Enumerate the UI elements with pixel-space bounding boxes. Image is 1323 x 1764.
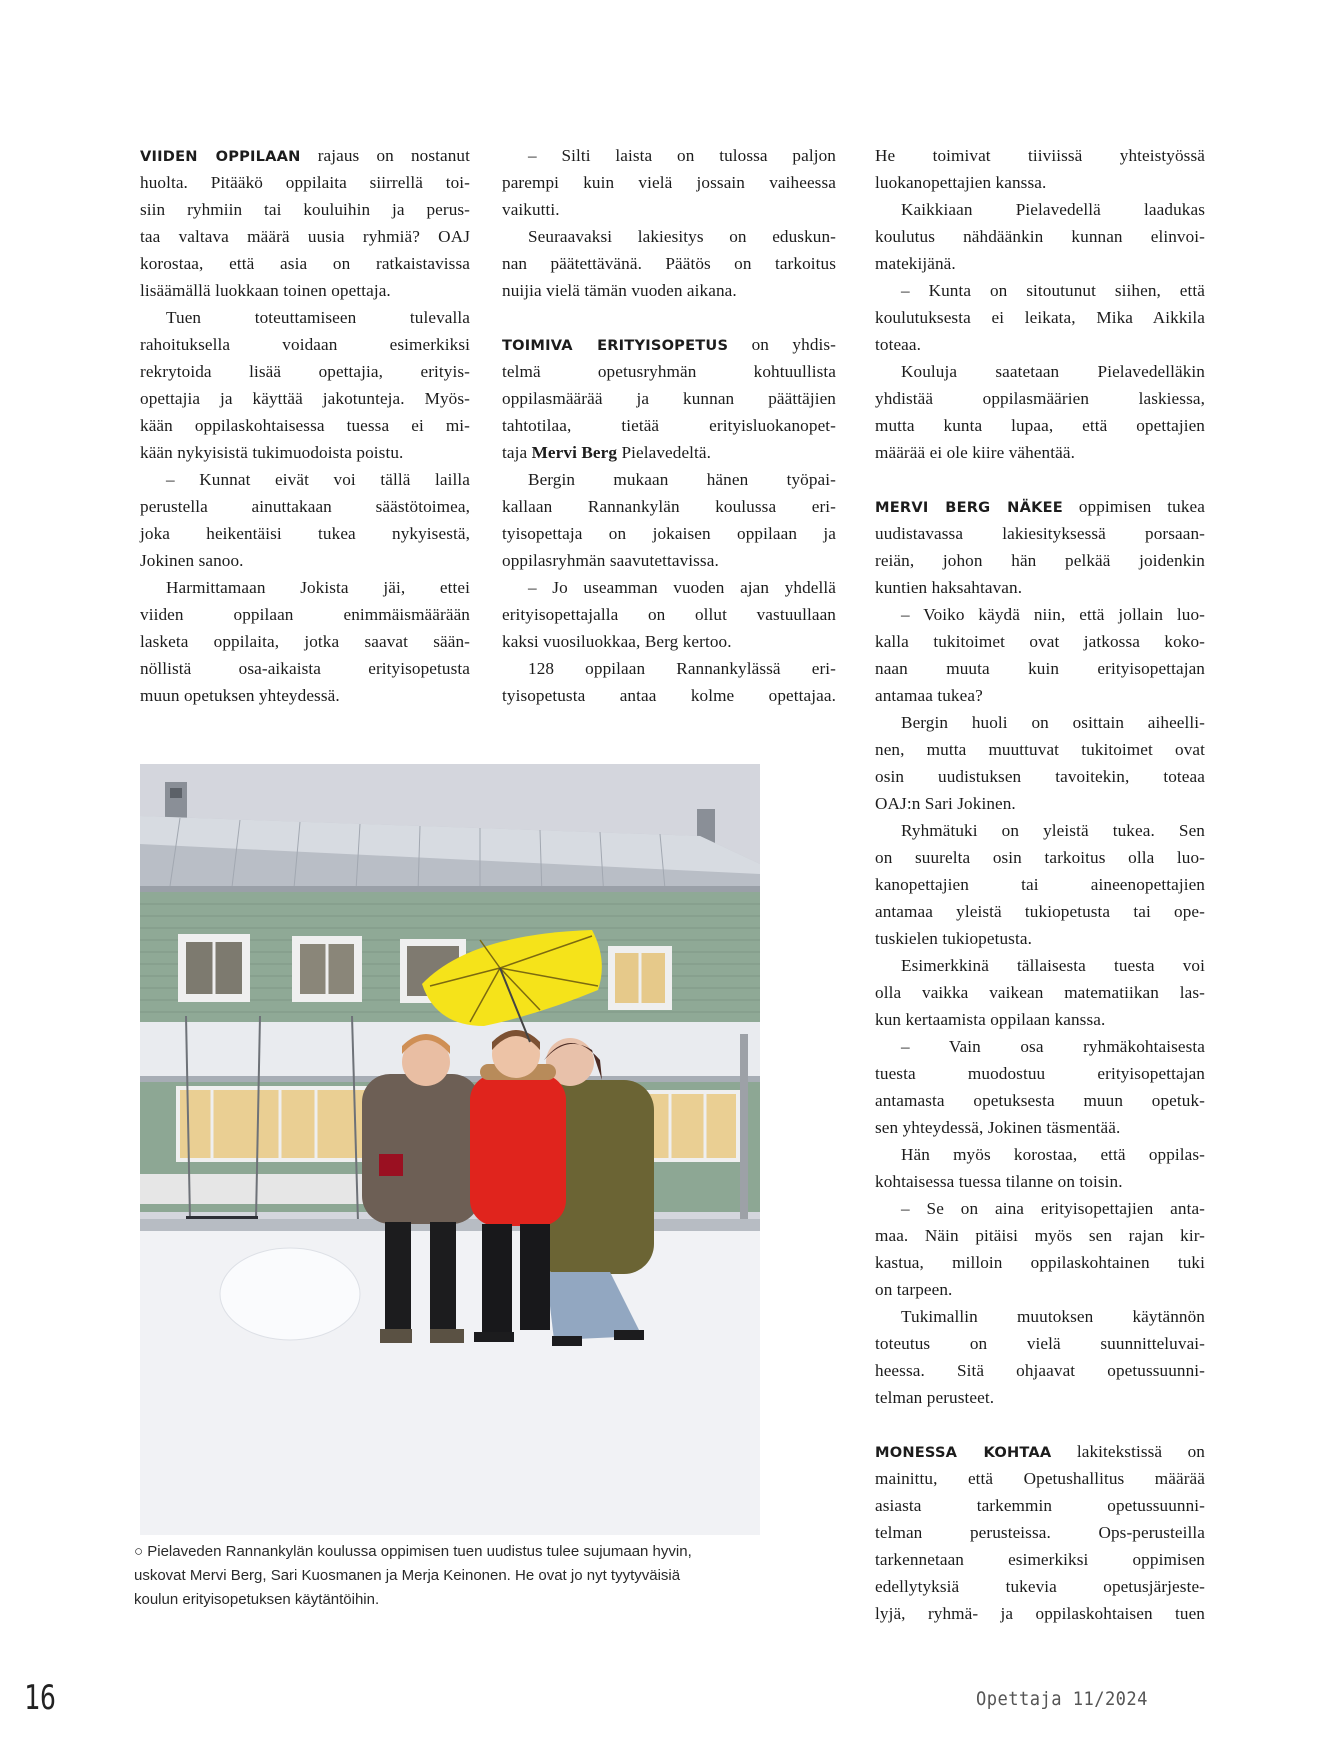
- text-line: [875, 1438, 1205, 1465]
- text-fragment: on yhdis-: [728, 335, 836, 354]
- text-fragment: parempi kuin vielä jossain vaiheessa: [502, 173, 836, 192]
- text-fragment: perustella ainuttakaan säästötoimea,: [140, 497, 470, 516]
- text-line: [502, 358, 836, 385]
- text-fragment: Kaikkiaan Pielavedellä laadukas: [901, 200, 1205, 219]
- paragraph-gap: [875, 466, 1205, 493]
- text-line: [875, 763, 1205, 790]
- text-fragment: kaksi vuosiluokkaa, Berg kertoo.: [502, 632, 732, 651]
- text-line: [502, 169, 836, 196]
- text-fragment: Hän myös korostaa, että oppilas-: [901, 1145, 1205, 1164]
- text-line: [875, 358, 1205, 385]
- text-fragment: asiasta tarkemmin opetussuunni-: [875, 1496, 1205, 1515]
- text-line: [875, 1600, 1205, 1627]
- text-line: [140, 601, 470, 628]
- text-line: [875, 1114, 1205, 1141]
- text-fragment: kallaan Rannankylän koulussa eri-: [502, 497, 836, 516]
- text-line: [875, 1168, 1205, 1195]
- text-fragment: kään oppilaskohtaisessa tuessa ei mi-: [140, 416, 470, 435]
- text-line: [875, 385, 1205, 412]
- text-line: [140, 385, 470, 412]
- text-line: [875, 871, 1205, 898]
- text-fragment: kohtaisessa tuessa tilanne on toisin.: [875, 1172, 1123, 1191]
- text-fragment: Seuraavaksi lakiesitys on eduskun-: [528, 227, 836, 246]
- text-line: [875, 250, 1205, 277]
- issue-label: Opettaja 11/2024: [976, 1688, 1148, 1710]
- text-fragment: kun kertaamista oppilaan kanssa.: [875, 1010, 1106, 1029]
- photo-school-three-teachers-umbrella: [140, 764, 760, 1535]
- snow-pile: [220, 1248, 360, 1340]
- text-fragment: lasketa oppilaita, jotka saavat sään-: [140, 632, 470, 651]
- text-line: [875, 601, 1205, 628]
- text-fragment: taja: [502, 443, 532, 462]
- section-lead-in: TOIMIVA ERITYISOPETUS: [502, 337, 729, 354]
- text-line: [502, 493, 836, 520]
- text-line: [502, 331, 836, 358]
- text-line: [875, 1060, 1205, 1087]
- text-fragment: uudistavassa lakiesityksessä porsaan-: [875, 524, 1205, 543]
- text-fragment: Ryhmätuki on yleistä tukea. Sen: [901, 821, 1205, 840]
- text-line: [502, 574, 836, 601]
- text-line: [140, 493, 470, 520]
- text-fragment: vaikutti.: [502, 200, 560, 219]
- text-fragment: tyisopettaja on jokaisen oppilaan ja: [502, 524, 836, 543]
- text-fragment: yhdistää oppilasmäärien laskiessa,: [875, 389, 1205, 408]
- text-fragment: He toimivat tiiviissä yhteistyössä: [875, 146, 1205, 165]
- text-fragment: Esimerkkinä tällaisesta tuesta voi: [901, 956, 1205, 975]
- text-line: [502, 466, 836, 493]
- text-line: [875, 1519, 1205, 1546]
- text-fragment: Harmittamaan Jokista jäi, ettei: [166, 578, 470, 597]
- person-name-bold: Mervi Berg: [531, 443, 618, 462]
- text-fragment: heessa. Sitä ohjaavat opetussuunni-: [875, 1361, 1205, 1380]
- text-line: [875, 655, 1205, 682]
- text-fragment: viiden oppilaan enimmäismäärään: [140, 605, 470, 624]
- caption-line-2: uskovat Mervi Berg, Sari Kuosmanen ja Merja Keinonen. He ovat jo nyt tyytyväisiä: [134, 1567, 681, 1584]
- text-line: [875, 1195, 1205, 1222]
- text-line: [875, 1330, 1205, 1357]
- text-line: [140, 574, 470, 601]
- text-fragment: koulutuksesta ei leikata, Mika Aikkila: [875, 308, 1205, 327]
- text-fragment: – Jo useamman vuoden ajan yhdellä: [528, 578, 836, 597]
- railing: [140, 1174, 380, 1204]
- text-line: [875, 277, 1205, 304]
- text-line: [875, 1357, 1205, 1384]
- text-fragment: siin ryhmiin tai kouluihin ja perus-: [140, 200, 470, 219]
- text-fragment: edellytyksiä tukevia opetusjärjeste-: [875, 1577, 1205, 1596]
- text-fragment: oppilasmäärää ja kunnan päättäjien: [502, 389, 836, 408]
- text-fragment: toteaa.: [875, 335, 922, 354]
- text-fragment: antamaa yleistä tukiopetusta tai ope-: [875, 902, 1205, 921]
- section-lead-in: MERVI BERG NÄKEE: [875, 499, 1063, 516]
- text-line: [875, 1141, 1205, 1168]
- text-line: [140, 142, 470, 169]
- text-line: [502, 682, 836, 709]
- text-line: [875, 1006, 1205, 1033]
- text-fragment: Bergin huoli on osittain aiheelli-: [901, 713, 1205, 732]
- text-line: [875, 547, 1205, 574]
- text-line: [875, 925, 1205, 952]
- text-fragment: telman perusteissa. Ops-perusteilla: [875, 1523, 1205, 1542]
- text-line: [502, 277, 836, 304]
- text-line: [875, 1276, 1205, 1303]
- text-line: [140, 628, 470, 655]
- page-number: 16: [24, 1678, 56, 1718]
- text-fragment: on suurelta osin tarkoitus olla luo-: [875, 848, 1205, 867]
- text-line: [140, 682, 470, 709]
- text-line: [502, 547, 836, 574]
- text-fragment: – Silti laista on tulossa paljon: [528, 146, 836, 165]
- text-line: [875, 736, 1205, 763]
- text-line: [502, 439, 836, 466]
- text-line: [875, 574, 1205, 601]
- text-line: [875, 1546, 1205, 1573]
- text-fragment: antamasta opetuksesta muun opetuk-: [875, 1091, 1205, 1110]
- text-line: [875, 439, 1205, 466]
- text-fragment: kalla tukitoimet ovat jatkossa koko-: [875, 632, 1205, 651]
- text-fragment: olla vaikka vaikean matematiikan las-: [875, 983, 1205, 1002]
- text-fragment: toteutus on vielä suunnitteluvai-: [875, 1334, 1205, 1353]
- text-line: [875, 790, 1205, 817]
- text-fragment: Jokinen sanoo.: [140, 551, 244, 570]
- text-fragment: osin uudistuksen tavoitekin, toteaa: [875, 767, 1205, 786]
- text-fragment: naan muuta kuin erityisopettajan: [875, 659, 1205, 678]
- caption-bullet-icon: ○: [134, 1543, 144, 1560]
- text-fragment: – Vain osa ryhmäkohtaisesta: [901, 1037, 1205, 1056]
- text-line: [875, 979, 1205, 1006]
- text-line: [140, 412, 470, 439]
- text-line: [140, 277, 470, 304]
- text-line: [875, 844, 1205, 871]
- text-fragment: lyjä, ryhmä- ja oppilaskohtaisen tuen: [875, 1604, 1205, 1623]
- text-fragment: 128 oppilaan Rannankylässä eri-: [528, 659, 836, 678]
- text-fragment: Kouluja saatetaan Pielavedelläkin: [901, 362, 1205, 381]
- text-fragment: joka heikentäisi tukea nykyisestä,: [140, 524, 470, 543]
- text-line: [140, 655, 470, 682]
- text-line: [140, 547, 470, 574]
- text-fragment: maa. Näin pitäisi myös sen rajan kir-: [875, 1226, 1205, 1245]
- text-line: [875, 682, 1205, 709]
- text-line: [140, 331, 470, 358]
- text-fragment: OAJ:n Sari Jokinen.: [875, 794, 1016, 813]
- text-line: [875, 196, 1205, 223]
- text-line: [875, 952, 1205, 979]
- text-fragment: tarkennetaan esimerkiksi oppimisen: [875, 1550, 1205, 1569]
- paragraph-gap: [875, 1411, 1205, 1438]
- text-line: [875, 1303, 1205, 1330]
- text-fragment: nuijia vielä tämän vuoden aikana.: [502, 281, 737, 300]
- text-fragment: lakitekstissä on: [1051, 1442, 1205, 1461]
- text-fragment: antamaa tukea?: [875, 686, 983, 705]
- text-fragment: rahoituksella voidaan esimerkiksi: [140, 335, 470, 354]
- text-line: [140, 250, 470, 277]
- text-line: [875, 1492, 1205, 1519]
- article-column-3: [875, 142, 1205, 1627]
- text-fragment: rekrytoida lisää opettajia, erityis-: [140, 362, 470, 381]
- text-fragment: tuskielen tukiopetusta.: [875, 929, 1032, 948]
- section-lead-in: VIIDEN OPPILAAN: [140, 148, 301, 165]
- text-fragment: Tuen toteuttamiseen tulevalla: [166, 308, 470, 327]
- text-fragment: telman perusteet.: [875, 1388, 995, 1407]
- text-line: [875, 628, 1205, 655]
- text-fragment: matekijänä.: [875, 254, 956, 273]
- text-line: [875, 898, 1205, 925]
- text-fragment: tyisopetusta antaa kolme opettajaa.: [502, 686, 836, 705]
- text-line: [875, 817, 1205, 844]
- text-fragment: – Voiko käydä niin, että jollain luo-: [901, 605, 1205, 624]
- text-line: [502, 223, 836, 250]
- text-line: [502, 520, 836, 547]
- text-fragment: lisäämällä luokkaan toinen opettaja.: [140, 281, 391, 300]
- paragraph-gap: [502, 304, 836, 331]
- text-fragment: kuntien haksahtavan.: [875, 578, 1023, 597]
- article-column-1: [140, 142, 470, 709]
- text-fragment: tuesta muodostuu erityisopettajan: [875, 1064, 1205, 1083]
- text-fragment: huolta. Pitääkö oppilaita siirrellä toi-: [140, 173, 470, 192]
- article-column-2: [502, 142, 836, 709]
- text-fragment: – Kunnat eivät voi tällä lailla: [166, 470, 470, 489]
- text-line: [875, 331, 1205, 358]
- text-fragment: mutta kunta lupaa, että opettajien: [875, 416, 1205, 435]
- text-line: [140, 358, 470, 385]
- text-line: [875, 1465, 1205, 1492]
- caption-line-1: ○ Pielaveden Rannankylän koulussa oppimisen tuen uudistus tulee sujumaan hyvin,: [134, 1543, 692, 1560]
- text-line: [875, 169, 1205, 196]
- text-line: [140, 169, 470, 196]
- text-line: [875, 520, 1205, 547]
- photo-caption: [134, 1540, 784, 1612]
- article-photo: [140, 764, 760, 1535]
- text-line: [875, 1087, 1205, 1114]
- text-line: [875, 1222, 1205, 1249]
- text-line: [875, 1573, 1205, 1600]
- text-fragment: rajaus on nostanut: [300, 146, 470, 165]
- text-fragment: korostaa, että asia on ratkaistavissa: [140, 254, 470, 273]
- text-fragment: nan päätettävänä. Päätös on tarkoitus: [502, 254, 836, 273]
- text-fragment: kanopettajien tai aineenopettajien: [875, 875, 1205, 894]
- text-line: [875, 493, 1205, 520]
- chimney-icon: [165, 782, 187, 820]
- text-fragment: mainittu, että Opetushallitus määrää: [875, 1469, 1205, 1488]
- lamp-post: [740, 1034, 748, 1244]
- text-line: [140, 196, 470, 223]
- text-fragment: määrää ei ole kiire vähentää.: [875, 443, 1075, 462]
- text-line: [140, 439, 470, 466]
- text-fragment: Pielavedeltä.: [617, 443, 712, 462]
- text-fragment: koulutus nähdäänkin kunnan elinvoi-: [875, 227, 1205, 246]
- text-line: [875, 412, 1205, 439]
- text-fragment: oppilasryhmän saavutettavissa.: [502, 551, 719, 570]
- text-line: [875, 142, 1205, 169]
- text-fragment: nöllistä osa-aikaista erityisopetusta: [140, 659, 470, 678]
- text-line: [875, 1384, 1205, 1411]
- text-line: [502, 412, 836, 439]
- text-line: [502, 655, 836, 682]
- text-line: [502, 601, 836, 628]
- text-line: [502, 628, 836, 655]
- text-fragment: tahtotilaa, tietää erityisluokanopet-: [502, 416, 836, 435]
- text-line: [875, 304, 1205, 331]
- text-line: [875, 1033, 1205, 1060]
- text-line: [875, 1249, 1205, 1276]
- text-fragment: kastua, milloin oppilaskohtainen tuki: [875, 1253, 1205, 1272]
- text-line: [502, 385, 836, 412]
- section-lead-in: MONESSA KOHTAA: [875, 1444, 1052, 1461]
- text-line: [140, 520, 470, 547]
- text-fragment: Bergin mukaan hänen työpai-: [528, 470, 836, 489]
- text-fragment: sen yhteydessä, Jokinen täsmentää.: [875, 1118, 1121, 1137]
- text-fragment: kään nykyisistä tukimuodoista poistu.: [140, 443, 404, 462]
- text-fragment: luokanopettajien kanssa.: [875, 173, 1047, 192]
- caption-line-3: koulun erityisopetuksen käytäntöihin.: [134, 1591, 380, 1608]
- text-line: [140, 304, 470, 331]
- text-line: [875, 709, 1205, 736]
- text-fragment: – Kunta on sitoutunut siihen, että: [901, 281, 1205, 300]
- text-line: [502, 250, 836, 277]
- text-fragment: muun opetuksen yhteydessä.: [140, 686, 340, 705]
- text-line: [140, 223, 470, 250]
- text-fragment: telmä opetusryhmän kohtuullista: [502, 362, 836, 381]
- text-fragment: nen, mutta muuttuvat tukitoimet ovat: [875, 740, 1205, 759]
- text-fragment: erityisopettajalla on ollut vastuullaan: [502, 605, 836, 624]
- text-line: [502, 142, 836, 169]
- text-fragment: reiän, johon hän pelkää joidenkin: [875, 551, 1205, 570]
- text-fragment: – Se on aina erityisopettajien anta-: [901, 1199, 1205, 1218]
- text-fragment: Tukimallin muutoksen käytännön: [901, 1307, 1205, 1326]
- text-fragment: opettajia ja käyttää jakotunteja. Myös-: [140, 389, 470, 408]
- text-fragment: oppimisen tukea: [1062, 497, 1205, 516]
- text-line: [875, 223, 1205, 250]
- text-line: [140, 466, 470, 493]
- text-line: [502, 196, 836, 223]
- text-fragment: on tarpeen.: [875, 1280, 953, 1299]
- text-fragment: taa valtava määrä uusia ryhmiä? OAJ: [140, 227, 470, 246]
